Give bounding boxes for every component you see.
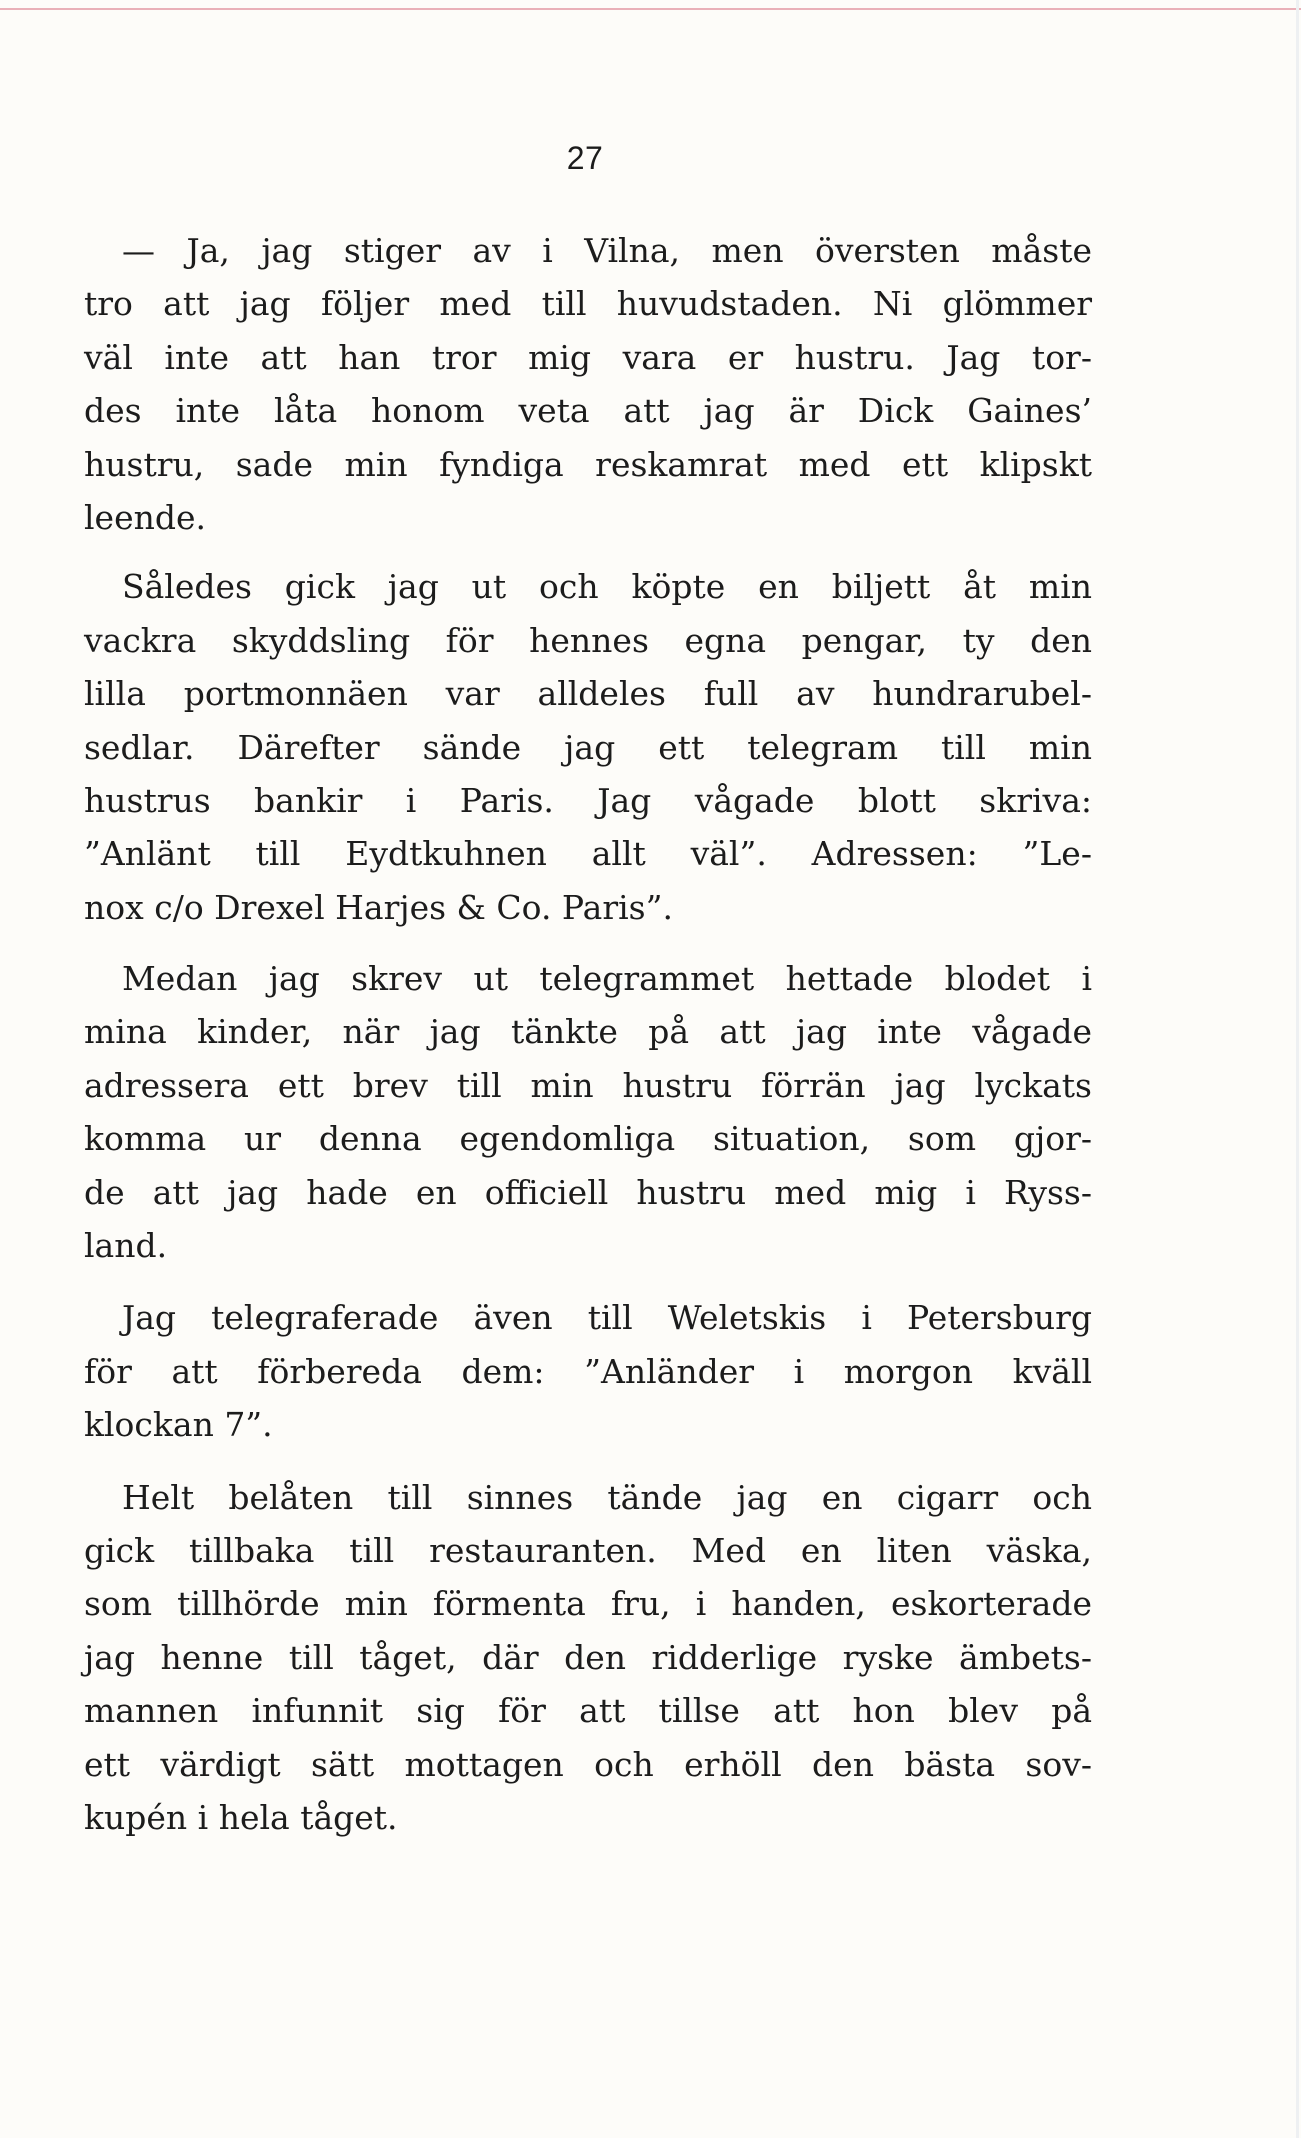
text-line: för att förbereda dem: ”Anländer i morgon kväll	[84, 1351, 1092, 1391]
text-line: klockan 7”.	[84, 1405, 273, 1445]
text-line: adressera ett brev till min hustru förrän jag lyckats	[84, 1065, 1092, 1105]
text-line: hustrus bankir i Paris. Jag vågade blott skriva:	[84, 780, 1092, 820]
text-line: kupén i hela tåget.	[84, 1797, 398, 1837]
text-line: sedlar. Därefter sände jag ett telegram till min	[84, 727, 1092, 767]
text-line: hustru, sade min fyndiga reskamrat med ett klipskt	[84, 444, 1092, 484]
paragraph	[84, 1291, 1092, 1451]
page-right-edge	[1296, 0, 1299, 2138]
text-line: mannen infunnit sig för att tillse att hon blev på	[84, 1691, 1092, 1731]
text-line: vackra skyddsling för hennes egna pengar, ty den	[84, 620, 1092, 660]
text-line: lilla portmonnäen var alldeles full av hundrarubel-	[84, 674, 1092, 714]
text-line: de att jag hade en officiell hustru med mig i Ryss-	[84, 1172, 1092, 1212]
text-line: land.	[84, 1226, 168, 1266]
text-line: Medan jag skrev ut telegrammet hettade blodet i	[122, 959, 1092, 999]
body-text	[84, 224, 1092, 1862]
text-line: som tillhörde min förmenta fru, i handen, eskorterade	[84, 1584, 1092, 1624]
paragraph	[84, 952, 1092, 1272]
paragraph	[84, 560, 1092, 934]
text-line: gick tillbaka till restauranten. Med en liten väska,	[84, 1530, 1092, 1570]
text-line: Jag telegraferade även till Weletskis i Petersburg	[122, 1298, 1092, 1338]
text-line: nox c/o Drexel Harjes & Co. Paris”.	[84, 887, 673, 927]
text-line: Helt belåten till sinnes tände jag en cigarr och	[122, 1477, 1092, 1517]
text-line: — Ja, jag stiger av i Vilna, men översten måste	[122, 231, 1092, 270]
text-line: ett värdigt sätt mottagen och erhöll den bästa sov-	[84, 1744, 1092, 1784]
text-line: des inte låta honom veta att jag är Dick Gaines’	[84, 391, 1092, 431]
paragraph	[84, 1471, 1092, 1845]
text-line: väl inte att han tror mig vara er hustru. Jag tor-	[84, 337, 1092, 377]
text-line: mina kinder, när jag tänkte på att jag inte vågade	[84, 1012, 1092, 1052]
text-line: komma ur denna egendomliga situation, som gjor-	[84, 1119, 1092, 1159]
text-line: tro att jag följer med till huvudstaden. Ni glömmer	[84, 284, 1092, 324]
paragraph	[84, 224, 1092, 544]
page-number: 27	[566, 140, 604, 176]
text-line: jag henne till tåget, där den ridderlige ryske ämbets-	[84, 1637, 1092, 1677]
text-line: ”Anlänt till Eydtkuhnen allt väl”. Adressen: ”Le-	[84, 834, 1092, 874]
text-line: leende.	[84, 497, 207, 537]
text-line: Således gick jag ut och köpte en biljett åt min	[122, 567, 1092, 607]
page-top-edge	[0, 8, 1301, 10]
